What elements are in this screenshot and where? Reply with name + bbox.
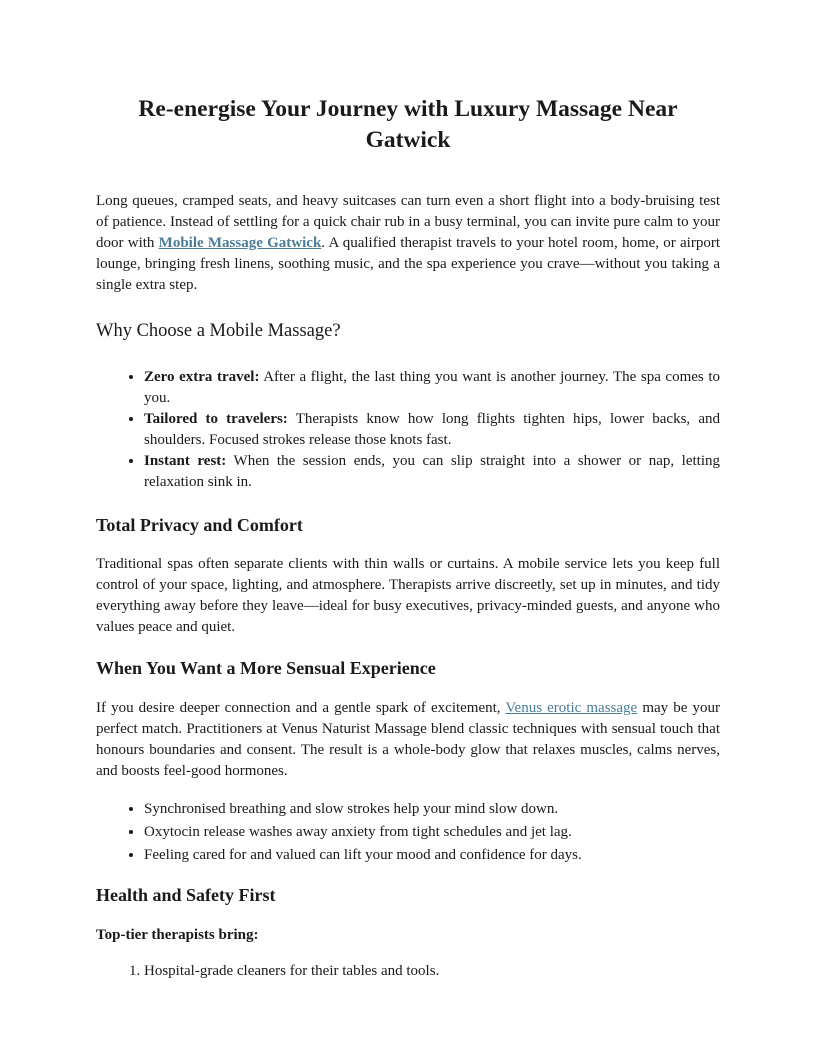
sensual-text-start: If you desire deeper connection and a gentle spark of excitement,: [96, 700, 506, 716]
list-item-term: Zero extra travel:: [144, 369, 260, 385]
sensual-list: [96, 798, 720, 867]
list-item: [144, 367, 720, 409]
sensual-text-end: may be your perfect match. Practitioners at Venus Naturist Massage blend classic techniques with sensual touch that honours boundaries and consent. The result is a whole-body glow that relaxes muscles, calms nerves, and boosts feel-good hormones.: [96, 700, 720, 779]
intro-paragraph: [96, 191, 720, 296]
list-item-term: Instant rest:: [144, 453, 227, 469]
why-heading: Why Choose a Mobile Massage?: [96, 321, 341, 341]
page-title: Re-energise Your Journey with Luxury Massage Near Gatwick: [138, 96, 678, 153]
list-item-text: After a flight, the last thing you want is another journey. The spa comes to you.: [144, 369, 720, 406]
list-item: • Synchronised breathing and slow strokes help your mind slow down.: [144, 798, 720, 821]
privacy-paragraph: Traditional spas often separate clients with thin walls or curtains. A mobile service lets you keep full control of your space, lighting, and atmosphere. Therapists arrive discreetly, set up in minutes, and tidy everything away before they leave—ideal for busy executives, privacy-minded guests, and anyone who values peace and quiet.: [96, 556, 720, 635]
why-list: [96, 367, 720, 493]
sensual-paragraph: [96, 698, 720, 782]
list-item: [144, 451, 720, 493]
sensual-heading: When You Want a More Sensual Experience: [96, 658, 436, 678]
list-item-term: Tailored to travelers:: [144, 411, 288, 427]
venus-erotic-massage-link[interactable]: Venus erotic massage: [505, 700, 638, 716]
list-item: [144, 409, 720, 451]
mobile-massage-gatwick-link[interactable]: Mobile Massage Gatwick: [158, 235, 322, 251]
health-list: [96, 961, 720, 982]
list-item-text: Therapists know how long flights tighten hips, lower backs, and shoulders. Focused strokes release those knots fast.: [144, 411, 720, 448]
list-item: 1. Hospital-grade cleaners for their tables and tools.: [144, 961, 720, 982]
list-item: • Oxytocin release washes away anxiety from tight schedules and jet lag.: [144, 821, 720, 844]
health-subheading: Top-tier therapists bring:: [96, 927, 259, 943]
intro-text-start: Long queues, cramped seats, and heavy suitcases can turn even a short flight into a body-bruising test of patience. Instead of settling for a quick chair rub in a busy terminal, you can invite pure calm to your door with: [96, 193, 720, 251]
list-item: • Feeling cared for and valued can lift your mood and confidence for days.: [144, 844, 720, 867]
health-heading: Health and Safety First: [96, 885, 276, 905]
intro-text-end: . A qualified therapist travels to your hotel room, home, or airport lounge, bringing fresh linens, soothing music, and the spa experience you crave—without you taking a single extra step.: [96, 235, 720, 293]
privacy-heading: Total Privacy and Comfort: [96, 515, 303, 535]
list-item-text: When the session ends, you can slip straight into a shower or nap, letting relaxation sink in.: [144, 453, 720, 490]
